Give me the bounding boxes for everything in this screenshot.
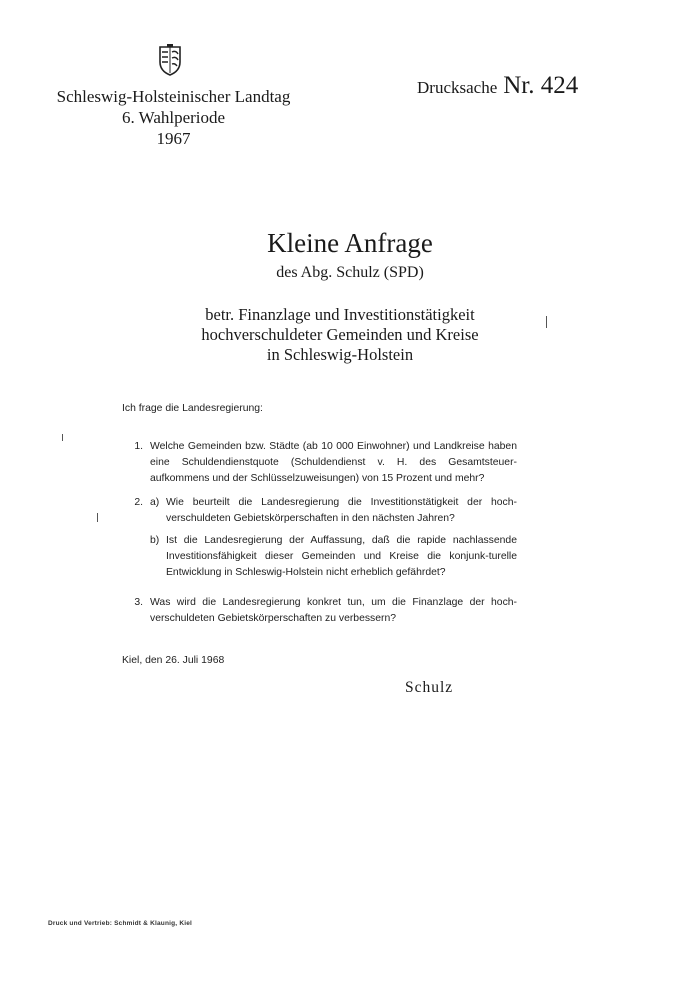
question-number: 1. — [134, 441, 143, 452]
question-number: 3. — [134, 597, 143, 608]
document-number-block — [417, 72, 578, 100]
legislative-period: 6. Wahlperiode — [121, 108, 226, 127]
header-year: 1967 — [156, 129, 191, 148]
subject-line: betr. Finanzlage und Investitionstätigkeit — [205, 305, 475, 324]
scan-mark — [97, 513, 98, 522]
subitem-letter: a) — [150, 497, 160, 508]
document-label: Drucksache — [417, 78, 498, 97]
subitem-text: Ist die Landesregierung der Auffassung, daß die rapide nachlassende Investitionsfähigkeit dieser Gemeinden und Kreise die konjunk-turelle Entwicklung in Schleswig-Holstein nicht erheblich gefährdet? — [166, 535, 517, 578]
title-block — [0, 226, 700, 285]
question-number: 2. — [134, 497, 143, 508]
question-text: Welche Gemeinden bzw. Städte (ab 10 000 Einwohner) und Landkreise haben eine Schuldendienstquote (Schuldendienst v. H. des Gesamtsteuer-aufkommens und der Schlüsselzuweisungen) von 15 Prozent und mehr? — [150, 441, 517, 484]
place-and-date: Kiel, den 26. Juli 1968 — [122, 655, 225, 666]
document-number: Nr. 424 — [503, 72, 579, 99]
printer-imprint: Druck und Vertrieb: Schmidt & Klaunig, Kiel — [48, 920, 193, 927]
coat-of-arms-icon — [158, 44, 182, 76]
question-item — [122, 595, 517, 627]
question-item — [122, 495, 517, 587]
inquiry-body — [122, 401, 517, 635]
subject-line: hochverschuldeter Gemeinden und Kreise — [201, 325, 479, 344]
question-text: Was wird die Landesregierung konkret tun, um die Finanzlage der hoch-verschuldeten Gebietskörperschaften zu verbessern? — [150, 597, 517, 624]
question-subitems — [150, 495, 517, 587]
parliament-header — [0, 86, 347, 149]
subitem-letter: b) — [150, 535, 160, 546]
signature-name: Schulz — [405, 679, 454, 696]
intro-text: Ich frage die Landesregierung: — [122, 403, 263, 414]
parliament-name: Schleswig-Holsteinischer Landtag — [56, 87, 291, 106]
document-author: des Abg. Schulz (SPD) — [276, 264, 424, 281]
subitem-text: Wie beurteilt die Landesregierung die Investitionstätigkeit der hoch-verschuldeten Gebietskörperschaften in den nächsten Jahren? — [166, 497, 517, 524]
question-item — [122, 439, 517, 487]
subject-line: in Schleswig-Holstein — [266, 345, 414, 364]
question-subitem — [150, 533, 517, 581]
document-title: Kleine Anfrage — [267, 228, 433, 258]
document-subject — [0, 305, 680, 365]
scan-mark — [546, 316, 547, 328]
question-subitem — [150, 495, 517, 527]
scan-mark — [62, 434, 63, 441]
